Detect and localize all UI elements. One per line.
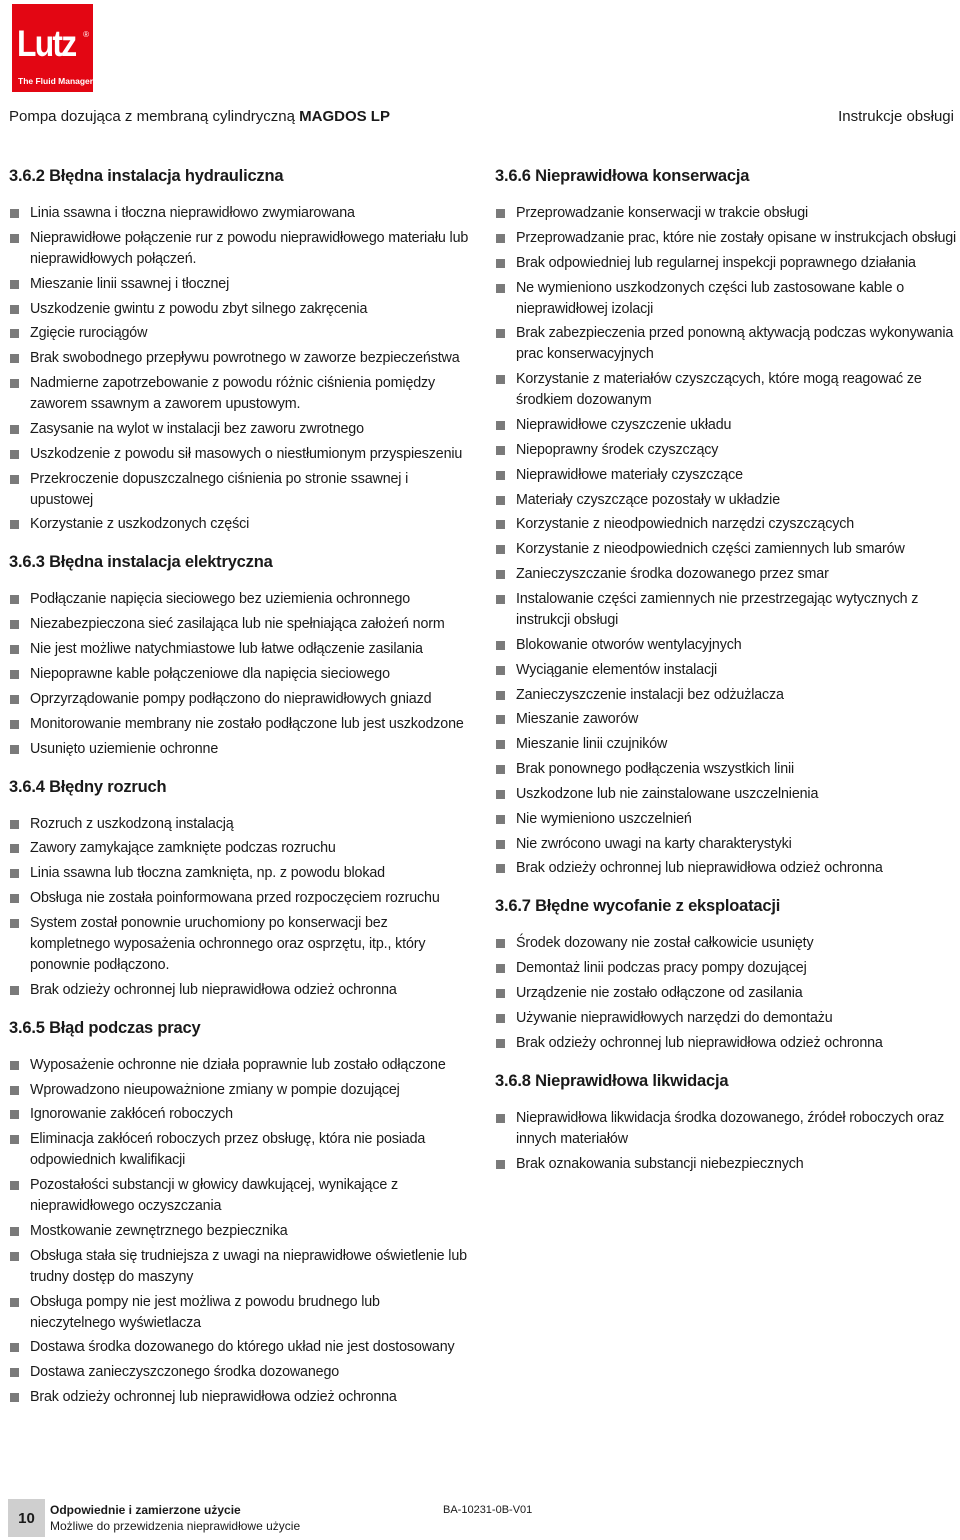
list-item [9,1337,469,1358]
list-item [9,348,469,369]
list-item [495,809,957,830]
list-item-text: Uszkodzone lub nie zainstalowane uszczelnienia [516,785,819,802]
lutz-logo [12,4,98,92]
square-bullet-icon [10,1393,19,1402]
square-bullet-icon [10,1298,19,1307]
list-item-text: Mieszanie linii czujników [516,736,668,753]
list-item-text: Urządzenie nie zostało odłączone od zasilania [516,985,803,1002]
list-item [495,228,957,249]
square-bullet-icon [496,496,505,505]
list-item [495,709,957,730]
list-item-text: Zgięcie rurociągów [30,325,148,342]
list-item-text: Brak odpowiedniej lub regularnej inspekcji poprawnego działania [516,254,916,271]
list-item [9,838,469,859]
list-item-text: Zawory zamykające zamknięte podczas rozruchu [30,840,336,857]
section-heading: 3.6.4 Błędny rozruch [9,777,167,796]
bullet-list [495,933,957,1053]
square-bullet-icon [10,670,19,679]
list-item [9,863,469,884]
list-item-text: Uszkodzenie gwintu z powodu zbyt silnego zakręcenia [30,300,368,317]
section-heading: 3.6.5 Błąd podczas pracy [9,1018,201,1037]
square-bullet-icon [10,280,19,289]
list-item [9,1104,469,1125]
list-item-text: Obsługa pompy nie jest możliwa z powodu brudnego lub nieczytelnego wyświetlacza [30,1293,380,1331]
list-item [495,635,957,656]
list-item [495,539,957,560]
list-item-text: Wyposażenie ochronne nie działa poprawnie lub zostało odłączone [30,1056,446,1073]
section [495,893,957,1053]
square-bullet-icon [496,1014,505,1023]
product-name: MAGDOS LP [299,108,390,125]
square-bullet-icon [10,645,19,654]
list-item [9,323,469,344]
list-item-text: Podłączanie napięcia sieciowego bez uziemienia ochronnego [30,591,411,608]
list-item-text: Usunięto uziemienie ochronne [30,740,219,757]
list-item-text: Zanieczyszczanie środka dozowanego przez smar [516,566,829,583]
document-title [9,107,390,127]
list-item [9,980,469,1001]
page-number: 10 [8,1499,45,1537]
section [495,163,957,879]
square-bullet-icon [10,919,19,928]
section-heading: 3.6.6 Nieprawidłowa konserwacja [495,167,750,185]
list-item [495,1008,957,1029]
list-item-text: Zasysanie na wylot w instalacji bez zaworu zwrotnego [30,420,364,437]
square-bullet-icon [496,520,505,529]
bullet-list [495,203,957,879]
square-bullet-icon [496,840,505,849]
list-item [9,299,469,320]
square-bullet-icon [496,939,505,948]
list-item [9,589,469,610]
square-bullet-icon [496,259,505,268]
square-bullet-icon [10,425,19,434]
page-footer [0,1497,960,1540]
list-item-text: Korzystanie z nieodpowiednich części zamiennych lub smarów [516,541,905,558]
list-item-text: Używanie nieprawidłowych narzędzi do demontażu [516,1009,833,1026]
list-item [9,1055,469,1076]
square-bullet-icon [10,450,19,459]
square-bullet-icon [496,666,505,675]
list-item-text: Demontaż linii podczas pracy pompy dozującej [516,960,807,977]
section-heading: 3.6.3 Błędna instalacja elektryczna [9,553,273,572]
list-item [495,858,957,879]
square-bullet-icon [10,209,19,218]
square-bullet-icon [496,815,505,824]
square-bullet-icon [496,209,505,218]
section [9,774,469,1001]
list-item-text: Niezabezpieczona sieć zasilająca lub nie spełniająca założeń norm [30,616,445,633]
list-item-text: Wprowadzono nieupoważnione zmiany w pompie dozującej [30,1081,400,1098]
logo-registered-mark: ® [83,30,89,39]
list-item-text: Korzystanie z nieodpowiednich narzędzi czyszczących [516,516,855,533]
list-item [495,983,957,1004]
list-item-text: Mieszanie zaworów [516,711,639,728]
list-item [9,739,469,760]
section-heading: 3.6.7 Błędne wycofanie z eksploatacji [495,897,781,916]
list-item [495,660,957,681]
footer-section-title: Możliwe do przewidzenia nieprawidłowe użycie [50,1519,301,1533]
section-heading: 3.6.8 Nieprawidłowa likwidacja [495,1071,729,1090]
square-bullet-icon [10,234,19,243]
list-item-text: Monitorowanie membrany nie zostało podłączone lub jest uszkodzone [30,715,464,732]
section [495,1068,957,1175]
square-bullet-icon [496,1114,505,1123]
square-bullet-icon [496,715,505,724]
list-item-text: Ignorowanie zakłóceń roboczych [30,1106,233,1123]
list-item [495,685,957,706]
square-bullet-icon [496,446,505,455]
square-bullet-icon [496,790,505,799]
list-item-text: Nieprawidłowa likwidacja środka dozowanego, źródeł roboczych oraz innych materiałów [516,1109,945,1147]
square-bullet-icon [10,986,19,995]
square-bullet-icon [10,894,19,903]
list-item-text: Nie jest możliwe natychmiastowe lub łatwe odłączenie zasilania [30,641,423,658]
square-bullet-icon [10,305,19,314]
list-item-text: Brak oznakowania substancji niebezpiecznych [516,1155,804,1172]
square-bullet-icon [10,1181,19,1190]
square-bullet-icon [496,989,505,998]
square-bullet-icon [496,864,505,873]
list-item [9,639,469,660]
square-bullet-icon [10,379,19,388]
square-bullet-icon [496,284,505,293]
list-item [9,444,469,465]
list-item [495,564,957,585]
list-item [495,1154,957,1175]
square-bullet-icon [496,329,505,338]
list-item-text: Linia ssawna lub tłoczna zamknięta, np. z powodu blokad [30,865,385,882]
list-item [495,958,957,979]
square-bullet-icon [496,691,505,700]
square-bullet-icon [10,354,19,363]
square-bullet-icon [10,720,19,729]
list-item-text: Niepoprawne kable połączeniowe dla napięcia sieciowego [30,665,390,682]
list-item-text: Rozruch z uszkodzoną instalacją [30,815,234,832]
document-type: Instrukcje obsługi [838,108,954,125]
list-item-text: Niepoprawny środek czyszczący [516,441,719,458]
list-item [495,415,957,436]
bullet-list [9,589,469,759]
list-item-text: Materiały czyszczące pozostały w układzie [516,491,781,508]
list-item-text: Nieprawidłowe połączenie rur z powodu nieprawidłowego materiału lub nieprawidłowych połączeń. [30,229,469,267]
list-item [495,323,957,365]
list-item [9,888,469,909]
square-bullet-icon [496,545,505,554]
square-bullet-icon [496,595,505,604]
list-item-text: Nie wymieniono uszczelnień [516,810,692,827]
list-item [9,1362,469,1383]
list-item-text: Instalowanie części zamiennych nie przestrzegając wytycznych z instrukcji obsługi [516,590,919,628]
list-item [9,714,469,735]
right-column [495,163,957,1189]
list-item [495,933,957,954]
logo-name: Lutz [17,23,76,64]
list-item-text: Brak odzieży ochronnej lub nieprawidłowa odzież ochronna [516,860,883,877]
square-bullet-icon [10,820,19,829]
list-item [9,228,469,270]
list-item [495,784,957,805]
square-bullet-icon [496,641,505,650]
list-item-text: Nieprawidłowe czyszczenie układu [516,417,732,434]
square-bullet-icon [10,1368,19,1377]
square-bullet-icon [10,695,19,704]
list-item [495,278,957,320]
list-item [495,514,957,535]
list-item-text: Blokowanie otworów wentylacyjnych [516,636,742,653]
list-item [9,1221,469,1242]
square-bullet-icon [496,1160,505,1169]
bullet-list [495,1108,957,1175]
section-heading: 3.6.2 Błędna instalacja hydrauliczna [9,167,284,185]
list-item-text: Uszkodzenie z powodu sił masowych o niestłumionym przyspieszeniu [30,445,463,462]
list-item-text: Linia ssawna i tłoczna nieprawidłowo zwymiarowana [30,205,355,221]
square-bullet-icon [10,869,19,878]
list-item-text: Eliminacja zakłóceń roboczych przez obsługę, która nie posiada odpowiednich kwalifikacji [30,1131,426,1169]
square-bullet-icon [496,570,505,579]
list-item [9,1292,469,1334]
list-item [9,373,469,415]
list-item-text: Pozostałości substancji w głowicy dawkującej, wynikające z nieprawidłowego oczyszczania [30,1177,398,1215]
left-column [9,163,469,1422]
square-bullet-icon [10,844,19,853]
square-bullet-icon [10,1252,19,1261]
section [9,549,469,759]
square-bullet-icon [10,1343,19,1352]
list-item-text: Wyciąganie elementów instalacji [516,661,718,678]
list-item [495,734,957,755]
list-item-text: Mostkowanie zewnętrznego bezpiecznika [30,1222,288,1239]
square-bullet-icon [496,421,505,430]
list-item [9,913,469,976]
document-title-prefix: Pompa dozująca z membraną cylindryczną [9,108,300,125]
list-item-text: Przeprowadzanie konserwacji w trakcie obsługi [516,205,809,221]
list-item [9,419,469,440]
list-item [495,369,957,411]
list-item-text: Brak odzieży ochronnej lub nieprawidłowa odzież ochronna [30,1389,397,1406]
list-item-text: Dostawa środka dozowanego do którego układ nie jest dostosowany [30,1339,455,1356]
square-bullet-icon [10,520,19,529]
list-item-text: Brak odzieży ochronnej lub nieprawidłowa odzież ochronna [516,1034,883,1051]
list-item [9,664,469,685]
square-bullet-icon [10,1061,19,1070]
list-item-text: System został ponownie uruchomiony po konserwacji bez kompletnego wyposażenia ochronnego oraz osprzętu, itp., który ponownie podłączono. [30,914,426,973]
list-item-text: Przekroczenie dopuszczalnego ciśnienia po stronie ssawnej i upustowej [30,470,409,508]
list-item-text: Zanieczyszczenie instalacji bez odżużlacza [516,686,784,703]
square-bullet-icon [10,329,19,338]
list-item [495,759,957,780]
square-bullet-icon [496,1039,505,1048]
square-bullet-icon [10,1110,19,1119]
footer-chapter-title: Odpowiednie i zamierzone użycie [50,1503,241,1517]
list-item [495,253,957,274]
square-bullet-icon [496,964,505,973]
list-item-text: Brak odzieży ochronnej lub nieprawidłowa odzież ochronna [30,981,397,998]
bullet-list [9,1055,469,1408]
section [9,163,469,535]
list-item-text: Środek dozowany nie został całkowicie usunięty [516,935,814,952]
list-item [9,514,469,535]
list-item [495,1108,957,1150]
list-item-text: Korzystanie z materiałów czyszczących, które mogą reagować ze środkiem dozowanym [516,371,922,409]
list-item [9,1246,469,1288]
list-item [9,689,469,710]
list-item [495,203,957,224]
list-item [9,203,469,224]
list-item-text: Dostawa zanieczyszczonego środka dozowanego [30,1364,340,1381]
list-item-text: Nieprawidłowe materiały czyszczące [516,466,743,483]
list-item-text: Ne wymieniono uszkodzonych części lub zastosowane kable o nieprawidłowej izolacji [516,279,905,317]
document-code: BA-10231-0B-V01 [443,1504,533,1516]
list-item [495,589,957,631]
square-bullet-icon [496,375,505,384]
square-bullet-icon [10,620,19,629]
list-item-text: Brak ponownego podłączenia wszystkich linii [516,761,795,778]
square-bullet-icon [496,740,505,749]
bullet-list [9,814,469,1001]
list-item-text: Obsługa stała się trudniejsza z uwagi na nieprawidłowe oświetlenie lub trudny dostęp do maszyny [30,1247,467,1285]
list-item-text: Mieszanie linii ssawnej i tłocznej [30,275,230,292]
square-bullet-icon [496,765,505,774]
list-item [9,814,469,835]
list-item [9,614,469,635]
list-item-text: Oprzyrządowanie pompy podłączono do nieprawidłowych gniazd [30,690,432,707]
section [9,1015,469,1408]
square-bullet-icon [10,595,19,604]
list-item [495,440,957,461]
square-bullet-icon [10,1135,19,1144]
list-item [9,1080,469,1101]
square-bullet-icon [496,471,505,480]
list-item-text: Brak swobodnego przepływu powrotnego w zaworze bezpieczeństwa [30,350,460,367]
square-bullet-icon [10,1227,19,1236]
logo-tagline: The Fluid Managers [18,76,98,86]
list-item [9,1387,469,1408]
list-item [495,465,957,486]
list-item [9,274,469,295]
list-item [495,1033,957,1054]
square-bullet-icon [10,475,19,484]
list-item-text: Obsługa nie została poinformowana przed rozpoczęciem rozruchu [30,890,440,907]
square-bullet-icon [10,1086,19,1095]
square-bullet-icon [10,745,19,754]
list-item [9,469,469,511]
list-item [495,834,957,855]
list-item [9,1129,469,1171]
list-item [495,490,957,511]
bullet-list [9,203,469,535]
list-item-text: Nadmierne zapotrzebowanie z powodu różnic ciśnienia pomiędzy zaworem ssawnym a zaworem upustowym. [30,375,436,413]
list-item-text: Przeprowadzanie prac, które nie zostały opisane w instrukcjach obsługi [516,229,957,246]
list-item-text: Brak zabezpieczenia przed ponowną aktywacją podczas wykonywania prac konserwacyjnych [516,325,954,363]
square-bullet-icon [496,234,505,243]
list-item [9,1175,469,1217]
list-item-text: Korzystanie z uszkodzonych części [30,516,250,533]
list-item-text: Nie zwrócono uwagi na karty charakterystyki [516,835,792,852]
